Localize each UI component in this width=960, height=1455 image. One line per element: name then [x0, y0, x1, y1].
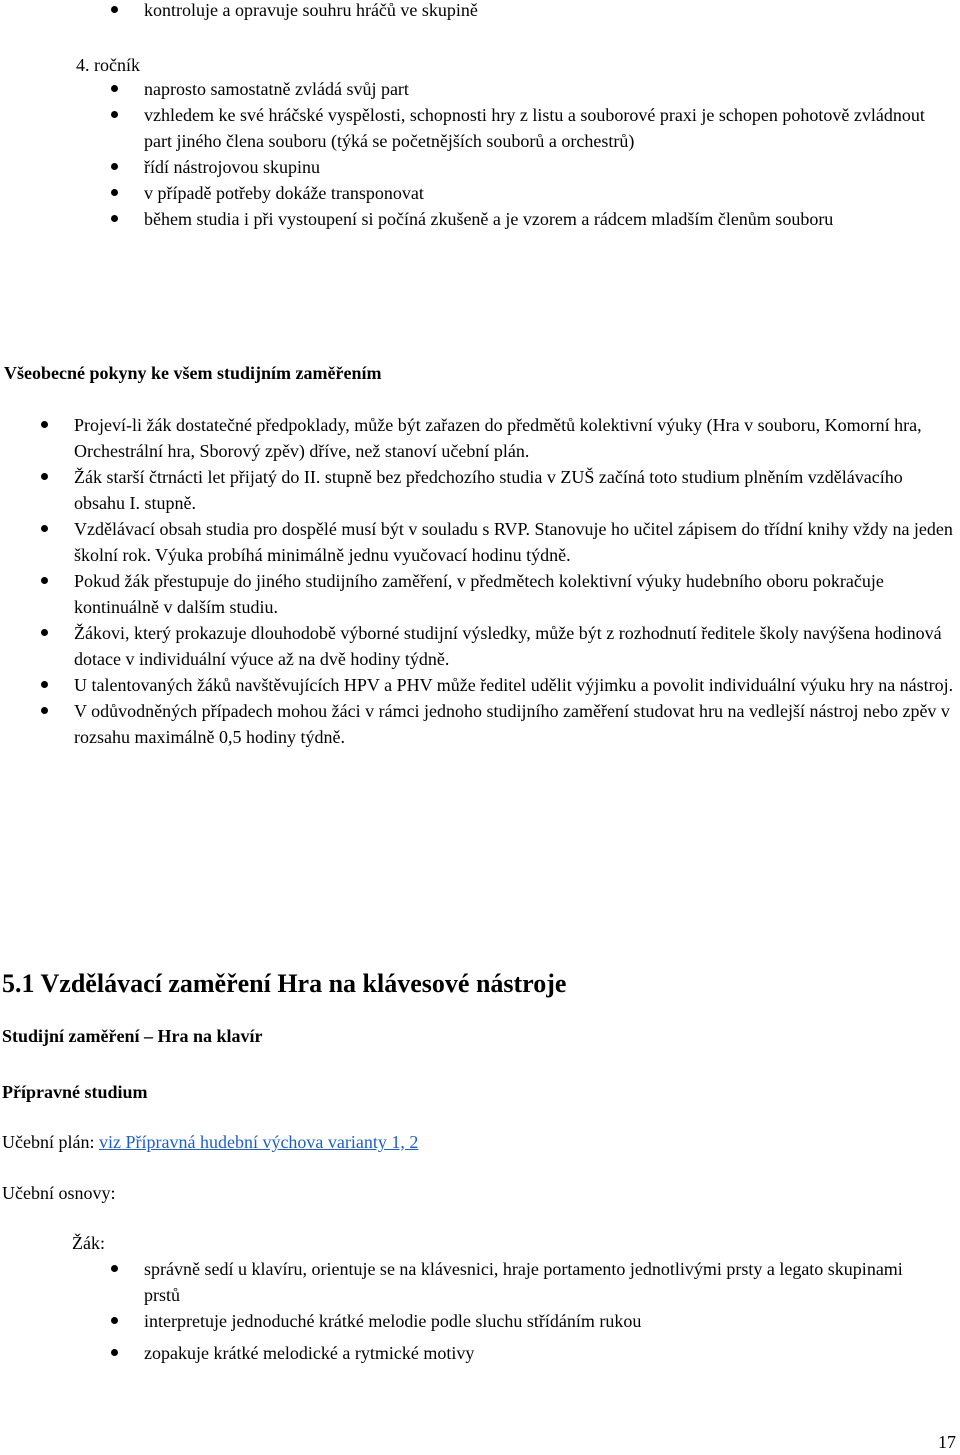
list-item: naprosto samostatně zvládá svůj part: [144, 76, 934, 102]
prep-heading: Přípravné studium: [2, 1082, 148, 1102]
bullet-icon: [111, 189, 118, 196]
top-list: [144, 0, 944, 23]
list-item: Žákovi, který prokazuje dlouhodobě výborné studijní výsledky, může být z rozhodnutí ředitele školy navýšena hodinová dotace v individuální výuce až na dvě hodiny týdně.: [74, 620, 956, 672]
zak-label: Žák:: [72, 1233, 105, 1253]
bullet-icon: [111, 111, 118, 118]
bullet-icon: [111, 1317, 118, 1324]
page-number: 17: [938, 1432, 956, 1452]
bullet-icon: [41, 707, 48, 714]
bullet-icon: [111, 6, 118, 13]
list-item: interpretuje jednoduché krátké melodie podle sluchu střídáním rukou: [144, 1308, 924, 1334]
grade4-list: [144, 76, 934, 232]
top-list-block: [144, 0, 944, 23]
bullet-icon: [111, 1349, 118, 1356]
section-title: 5.1 Vzdělávací zaměření Hra na klávesové nástroje: [2, 969, 567, 998]
bullet-icon: [111, 1265, 118, 1272]
list-item: Pokud žák přestupuje do jiného studijního zaměření, v předmětech kolektivní výuky hudebního oboru pokračuje kontinuálně v dalším studiu.: [74, 568, 956, 620]
list-item: správně sedí u klavíru, orientuje se na klávesnici, hraje portamento jednotlivými prsty a legato skupinami prstů: [144, 1256, 924, 1308]
list-item: Žák starší čtrnácti let přijatý do II. stupně bez předchozího studia v ZUŠ začíná toto studium plněním vzdělávacího obsahu I. stupně.: [74, 464, 956, 516]
bullet-icon: [41, 421, 48, 428]
bullet-icon: [111, 215, 118, 222]
list-item: v případě potřeby dokáže transponovat: [144, 180, 934, 206]
plan-link[interactable]: viz Přípravná hudební výchova varianty 1, 2: [98, 1132, 419, 1152]
bullet-icon: [41, 681, 48, 688]
section-subtitle: Studijní zaměření – Hra na klavír: [2, 1026, 263, 1046]
list-item: řídí nástrojovou skupinu: [144, 154, 934, 180]
plan-label: Učební plán:: [2, 1132, 99, 1152]
grade4-heading: 4. ročník: [76, 55, 140, 75]
general-heading: Všeobecné pokyny ke všem studijním zaměřením: [4, 363, 382, 383]
bullet-icon: [41, 629, 48, 636]
bullet-icon: [41, 525, 48, 532]
bullet-icon: [41, 577, 48, 584]
zak-block: [144, 1256, 924, 1366]
plan-line: [2, 1129, 418, 1155]
list-item: V odůvodněných případech mohou žáci v rámci jednoho studijního zaměření studovat hru na vedlejší nástroj nebo zpěv v rozsahu maximálně 0,5 hodiny týdně.: [74, 698, 956, 750]
list-item: Projeví-li žák dostatečné předpoklady, může být zařazen do předmětů kolektivní výuky (Hra v souboru, Komorní hra, Orchestrální hra, Sborový zpěv) dříve, než stanoví učební plán.: [74, 412, 956, 464]
general-list: [74, 412, 956, 750]
list-item: U talentovaných žáků navštěvujících HPV a PHV může ředitel udělit výjimku a povolit individuální výuku hry na nástroj.: [74, 672, 956, 698]
bullet-icon: [111, 85, 118, 92]
zak-list: [144, 1256, 924, 1366]
list-item: během studia i při vystoupení si počíná zkušeně a je vzorem a rádcem mladším členům souboru: [144, 206, 934, 232]
list-item: Vzdělávací obsah studia pro dospělé musí být v souladu s RVP. Stanovuje ho učitel zápisem do třídní knihy vždy na jeden školní rok. Výuka probíhá minimálně jednu vyučovací hodinu týdně.: [74, 516, 956, 568]
list-item: vzhledem ke své hráčské vyspělosti, schopnosti hry z listu a souborové praxi je schopen pohotově zvládnout part jiného člena souboru (týká se početnějších souborů a orchestrů): [144, 102, 934, 154]
osnovy-label: Učební osnovy:: [2, 1183, 116, 1203]
bullet-icon: [41, 473, 48, 480]
list-item: zopakuje krátké melodické a rytmické motivy: [144, 1340, 924, 1366]
bullet-icon: [111, 163, 118, 170]
general-block: [74, 412, 956, 750]
list-item: kontroluje a opravuje souhru hráčů ve skupině: [144, 0, 944, 23]
grade4-block: [144, 76, 934, 232]
